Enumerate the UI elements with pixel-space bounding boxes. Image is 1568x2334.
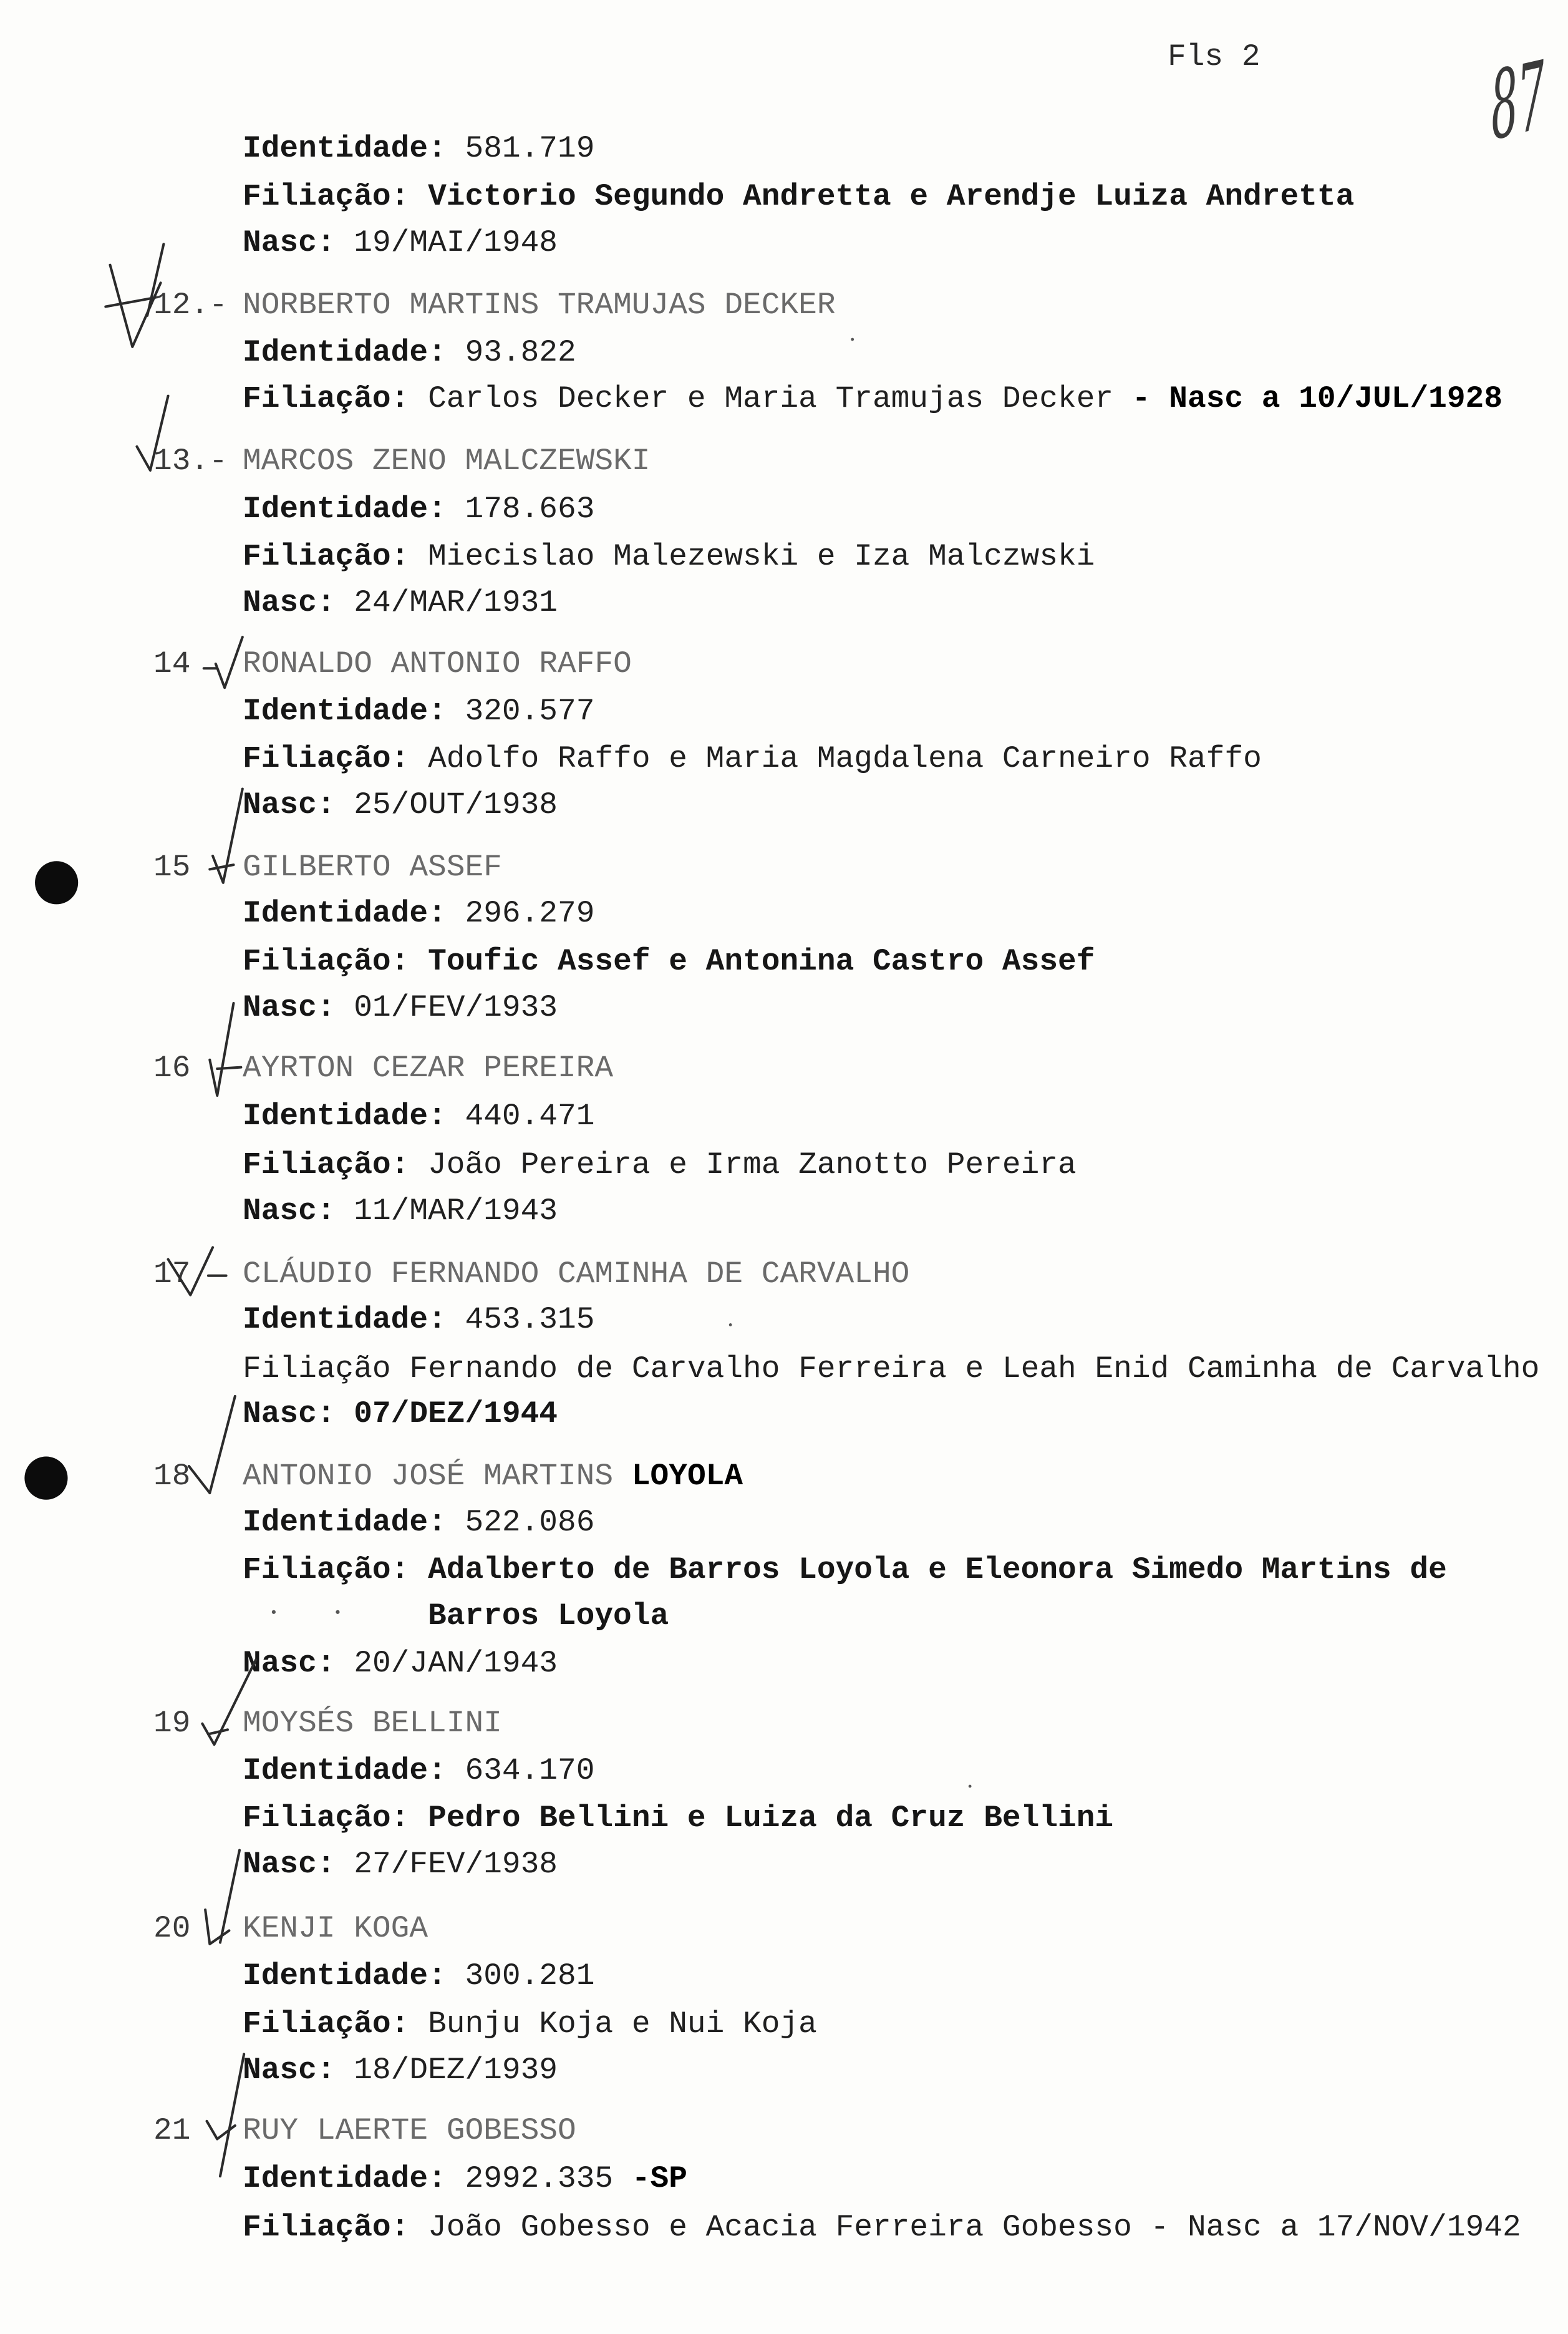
filiacao-line xyxy=(243,538,1095,575)
identidade-state-suffix: -SP xyxy=(631,2161,687,2196)
nasc-label: Nasc: xyxy=(243,1396,336,1431)
nasc-label: Nasc: xyxy=(243,2053,336,2088)
identidade-line xyxy=(243,130,594,167)
entry-number: 13.- xyxy=(153,444,228,479)
filiacao-label: Filiação: xyxy=(243,944,410,979)
nasc-label: Nasc: xyxy=(243,1194,336,1228)
nasc-label: Nasc: xyxy=(243,225,336,260)
filiacao-value: Victorio Segundo Andretta e Arendje Luiza Andretta xyxy=(428,179,1355,214)
nasc-value: 07/DEZ/1944 xyxy=(354,1396,558,1431)
handwritten-folio-number: 87 xyxy=(1488,41,1548,162)
filiacao-label: Filiação: xyxy=(243,2006,410,2041)
filiacao-label: Filiação: xyxy=(243,2210,410,2245)
identidade-value: 93.822 xyxy=(465,335,576,370)
filiacao-label: Filiação: xyxy=(243,741,410,776)
identidade-label: Identidade: xyxy=(243,1753,447,1788)
identidade-label: Identidade: xyxy=(243,896,447,931)
filiacao-label: Filiação: xyxy=(243,539,410,574)
identidade-label: Identidade: xyxy=(243,2161,447,2196)
filiacao-label: Filiação: xyxy=(243,1801,410,1836)
entry-number: 20 xyxy=(153,1911,191,1946)
filiacao-line xyxy=(243,943,1095,980)
nasc-addendum: - Nasc a 10/JUL/1928 xyxy=(1131,381,1503,416)
entry-number: 16 xyxy=(153,1051,191,1086)
filiacao-line xyxy=(243,1350,1539,1388)
identidade-value: 453.315 xyxy=(465,1302,595,1337)
nasc-value: 25/OUT/1938 xyxy=(354,787,558,822)
nasc-value: 20/JAN/1943 xyxy=(354,1646,558,1681)
nasc-line xyxy=(243,1845,558,1883)
filiacao-value: João Gobesso e Acacia Ferreira Gobesso - Nasc a 17/NOV/1942 xyxy=(428,2210,1521,2245)
filiacao-line xyxy=(243,380,1503,417)
nasc-line xyxy=(243,1395,558,1432)
filiacao-line xyxy=(243,2005,817,2043)
filiacao-label: Filiação: xyxy=(243,1147,410,1182)
identidade-value: 300.281 xyxy=(465,1958,595,1993)
entry-name-addendum: LOYOLA xyxy=(631,1459,743,1494)
filiacao-line xyxy=(243,1551,1447,1588)
nasc-line xyxy=(243,584,558,621)
entry-name: NORBERTO MARTINS TRAMUJAS DECKER xyxy=(243,288,836,323)
identidade-line xyxy=(243,693,594,730)
identidade-line xyxy=(243,1301,594,1338)
identidade-label: Identidade: xyxy=(243,335,447,370)
filiacao-line xyxy=(243,1146,1077,1184)
identidade-value: 581.719 xyxy=(465,131,595,166)
identidade-value: 320.577 xyxy=(465,694,595,729)
paper-speck xyxy=(272,1610,276,1614)
filiacao-label: Filiação: xyxy=(243,381,410,416)
paper-speck xyxy=(851,338,854,341)
nasc-label: Nasc: xyxy=(243,1847,336,1882)
filiacao-value: João Pereira e Irma Zanotto Pereira xyxy=(428,1147,1077,1182)
entry-number: 18 xyxy=(153,1459,191,1494)
entry-number: 21 xyxy=(153,2113,191,2148)
identidade-label: Identidade: xyxy=(243,492,447,527)
check-mark-icon xyxy=(189,1396,235,1493)
entry-name: KENJI KOGA xyxy=(243,1911,428,1946)
identidade-label: Identidade: xyxy=(243,694,447,729)
filiacao-value: Bunju Koja e Nui Koja xyxy=(428,2006,817,2041)
entry-name: RONALDO ANTONIO RAFFO xyxy=(243,646,632,681)
filiacao-line xyxy=(243,2209,1521,2246)
filiacao-value: Fernando de Carvalho Ferreira e Leah Enid Caminha de Carvalho xyxy=(409,1351,1540,1386)
identidade-line xyxy=(243,490,594,528)
identidade-value: 440.471 xyxy=(465,1099,595,1134)
nasc-label: Nasc: xyxy=(243,1646,336,1681)
nasc-value: 27/FEV/1938 xyxy=(354,1847,558,1882)
nasc-line xyxy=(243,2051,558,2089)
identidade-label: Identidade: xyxy=(243,1302,447,1337)
identidade-value: 2992.335 xyxy=(465,2161,614,2196)
paper-speck xyxy=(969,1785,972,1788)
identidade-line xyxy=(243,1097,594,1135)
identidade-label: Identidade: xyxy=(243,1958,447,1993)
folio-number: Fls 2 xyxy=(1168,39,1261,74)
filiacao-line xyxy=(243,178,1354,215)
nasc-value: 11/MAR/1943 xyxy=(354,1194,558,1228)
entry-name: MARCOS ZENO MALCZEWSKI xyxy=(243,444,651,479)
filiacao-line xyxy=(243,740,1262,777)
identidade-line xyxy=(243,334,576,371)
filiacao-continuation: Barros Loyola xyxy=(428,1598,669,1633)
identidade-label: Identidade: xyxy=(243,1505,447,1540)
identidade-line xyxy=(243,2160,687,2197)
entry-number: 19 xyxy=(153,1706,191,1741)
filiacao-value: Adalberto de Barros Loyola e Eleonora Simedo Martins de xyxy=(428,1552,1447,1587)
punch-hole xyxy=(35,861,78,904)
identidade-label: Identidade: xyxy=(243,131,447,166)
nasc-label: Nasc: xyxy=(243,990,336,1025)
entry-name: ANTONIO JOSÉ MARTINS xyxy=(243,1459,614,1494)
entry-name: GILBERTO ASSEF xyxy=(243,850,502,885)
check-mark-icon xyxy=(210,789,242,882)
identidade-line xyxy=(243,1957,594,1995)
nasc-line xyxy=(243,1645,558,1682)
entry-number: 12.- xyxy=(153,288,228,323)
nasc-line xyxy=(243,989,558,1026)
filiacao-label: Filiação: xyxy=(243,1552,410,1587)
filiacao-value: Pedro Bellini e Luiza da Cruz Bellini xyxy=(428,1801,1114,1836)
nasc-line xyxy=(243,786,558,824)
identidade-value: 522.086 xyxy=(465,1505,595,1540)
check-mark-icon xyxy=(205,1850,240,1944)
nasc-value: 01/FEV/1933 xyxy=(354,990,558,1025)
nasc-line xyxy=(243,1192,558,1230)
filiacao-label: Filiação xyxy=(243,1351,391,1386)
identidade-value: 178.663 xyxy=(465,492,595,527)
check-mark-icon xyxy=(204,637,243,688)
punch-hole xyxy=(24,1457,67,1500)
nasc-value: 24/MAR/1931 xyxy=(354,585,558,620)
nasc-label: Nasc: xyxy=(243,585,336,620)
paper-speck xyxy=(729,1323,732,1326)
entry-number: 17 xyxy=(153,1257,191,1291)
filiacao-value: Carlos Decker e Maria Tramujas Decker xyxy=(428,381,1114,416)
nasc-label: Nasc: xyxy=(243,787,336,822)
filiacao-value: Miecislao Malezewski e Iza Malczwski xyxy=(428,539,1095,574)
filiacao-value: Adolfo Raffo e Maria Magdalena Carneiro Raffo xyxy=(428,741,1262,776)
identidade-value: 296.279 xyxy=(465,896,595,931)
nasc-value: 18/DEZ/1939 xyxy=(354,2053,558,2088)
identidade-label: Identidade: xyxy=(243,1099,447,1134)
filiacao-label: Filiação: xyxy=(243,179,410,214)
identidade-value: 634.170 xyxy=(465,1753,595,1788)
identidade-line xyxy=(243,895,594,932)
entry-name: MOYSÉS BELLINI xyxy=(243,1706,502,1741)
filiacao-line xyxy=(243,1799,1113,1837)
identidade-line xyxy=(243,1752,594,1789)
entry-number: 14 xyxy=(153,646,191,681)
identidade-line xyxy=(243,1504,594,1541)
entry-name: RUY LAERTE GOBESSO xyxy=(243,2113,576,2148)
nasc-line xyxy=(243,224,558,261)
entry-name: AYRTON CEZAR PEREIRA xyxy=(243,1051,614,1086)
nasc-value: 19/MAI/1948 xyxy=(354,225,558,260)
paper-speck xyxy=(336,1610,339,1614)
entry-number: 15 xyxy=(153,850,191,885)
filiacao-value: Toufic Assef e Antonina Castro Assef xyxy=(428,944,1095,979)
entry-name-line xyxy=(243,1457,743,1495)
check-mark-icon xyxy=(207,2054,244,2176)
check-mark-icon xyxy=(210,1003,241,1096)
entry-name: CLÁUDIO FERNANDO CAMINHA DE CARVALHO xyxy=(243,1257,910,1291)
